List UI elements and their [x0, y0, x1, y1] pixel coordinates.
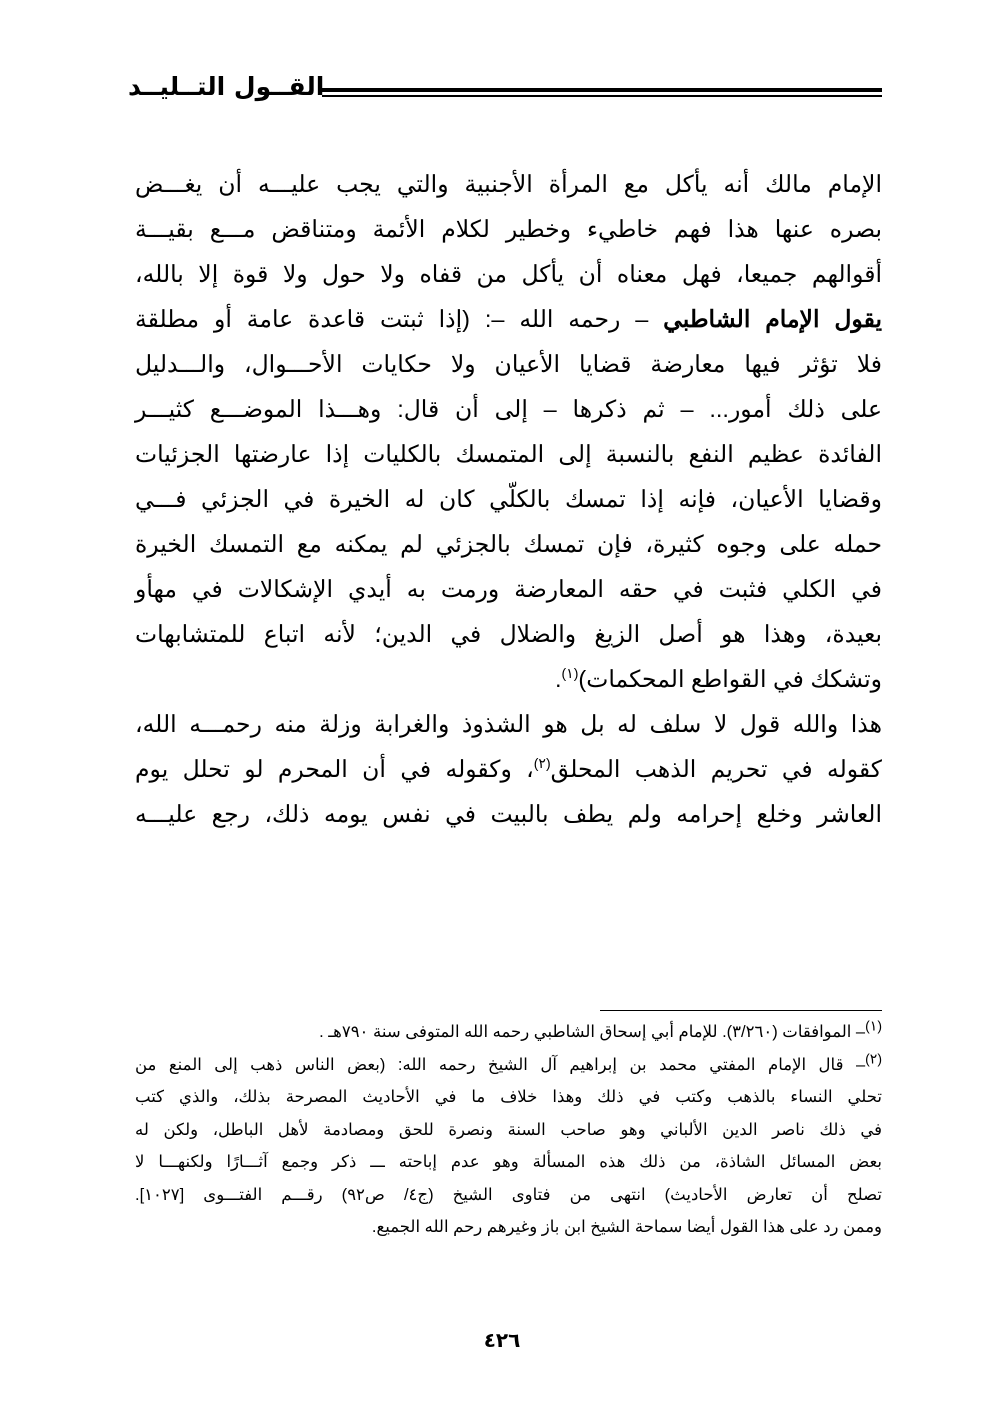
header-rule — [322, 88, 882, 97]
text-line: حمله على وجوه كثيرة، فإن تمسك بالجزئي لم يمكنه مع التمسك الخيرة — [135, 531, 882, 557]
text-line: فلا تؤثر فيها معارضة قضايا الأعيان ولا حكايات الأحـــوال، والـــدليل — [135, 351, 882, 377]
main-text — [135, 162, 882, 837]
footnote-1: $^{(١)}$– الموافقات (٣/٢٦٠). للإمام أبي إسحاق الشاطبي رحمه الله المتوفى سنة ٧٩٠هـ . — [319, 1017, 882, 1041]
text-line: هذا والله قول لا سلف له بل هو الشذوذ والغرابة وزلة منه رحمـــه الله، — [135, 711, 882, 737]
text-line: وتشكك في القواطع المحكمات)$^{(١)}$. — [554, 665, 882, 692]
text-line: كقوله في تحريم الذهب المحلق$^{(٢)}$، وكقوله في أن المحرم لو تحلل يوم — [135, 755, 882, 782]
text-line: الإمام مالك أنه يأكل مع المرأة الأجنبية والتي يجب عليـــه أن يغـــض — [135, 171, 882, 197]
footnote-2: $^{(٢)}$– قال الإمام المفتي محمد بن إبراهيم آل الشيخ رحمه الله: (بعض الناس ذهب إلى المنع من — [135, 1050, 882, 1074]
text-line: في الكلي فثبت في حقه المعارضة ورمت به أيدي الإشكالات في مهأو — [135, 576, 882, 602]
bold-lead: يقول الإمام الشاطبي — [663, 306, 882, 332]
text-line: العاشر وخلع إحرامه ولم يطف بالبيت في نفس يومه ذلك، رجع عليـــه — [135, 801, 882, 827]
running-header-title: القــول التــليــد — [128, 72, 325, 101]
text-line: أقوالهم جميعا، فهل معناه أن يأكل من قفاه ولا حول ولا قوة إلا بالله، — [135, 261, 882, 287]
text-line: على ذلك أمور... – ثم ذكرها – إلى أن قال: وهـــذا الموضـــع كثيـــر — [135, 396, 882, 422]
footnote-separator — [600, 1010, 882, 1011]
text-line: يقول الإمام الشاطبي – رحمه الله –: (إذا ثبتت قاعدة عامة أو مطلقة — [135, 306, 882, 332]
footnote-line: وممن رد على هذا القول أيضا سماحة الشيخ ابن باز وغيرهم رحم الله الجميع. — [371, 1218, 882, 1236]
footnotes — [135, 1016, 882, 1244]
footnote-line: بعض المسائل الشاذة، من ذلك هذه المسألة وهو عدم إباحته ـــ ذكر وجمع آثـــارًا ولكنهـــا لا — [135, 1153, 882, 1171]
footnote-ref-2[interactable]: (٢) — [533, 755, 551, 772]
footnote-line: تصلح أن تعارض الأحاديث) انتهى من فتاوى الشيخ (ج٤/ ص٩٢) رقـــم الفتـــوى [١٠٢٧]. — [135, 1185, 882, 1204]
footnote-line: تحلي النساء بالذهب وكتب في ذلك وهذا خلاف ما في الأحاديث المصرحة بذلك، والذي كتب — [135, 1088, 882, 1106]
text-line: الفائدة عظيم النفع بالنسبة إلى المتمسك بالكليات إذا عارضتها الجزئيات — [135, 441, 882, 467]
text-line: وقضايا الأعيان، فإنه إذا تمسك بالكلّي كان له الخيرة في الجزئي فـــي — [135, 486, 882, 512]
footnote-ref-1[interactable]: (١) — [561, 665, 579, 682]
text-line: بعيدة، وهذا هو أصل الزيغ والضلال في الدين؛ لأنه اتباع للمتشابهات — [135, 621, 882, 647]
text-line: بصره عنها هذا فهم خاطيء وخطير لكلام الأئمة ومتناقض مـــع بقيـــة — [135, 216, 882, 242]
page-number: ٤٢٦ — [483, 1328, 521, 1352]
footnote-line: في ذلك ناصر الدين الألباني وهو صاحب السنة ونصرة للحق ومصادمة لأهل الباطل، ولكن له — [135, 1120, 882, 1139]
